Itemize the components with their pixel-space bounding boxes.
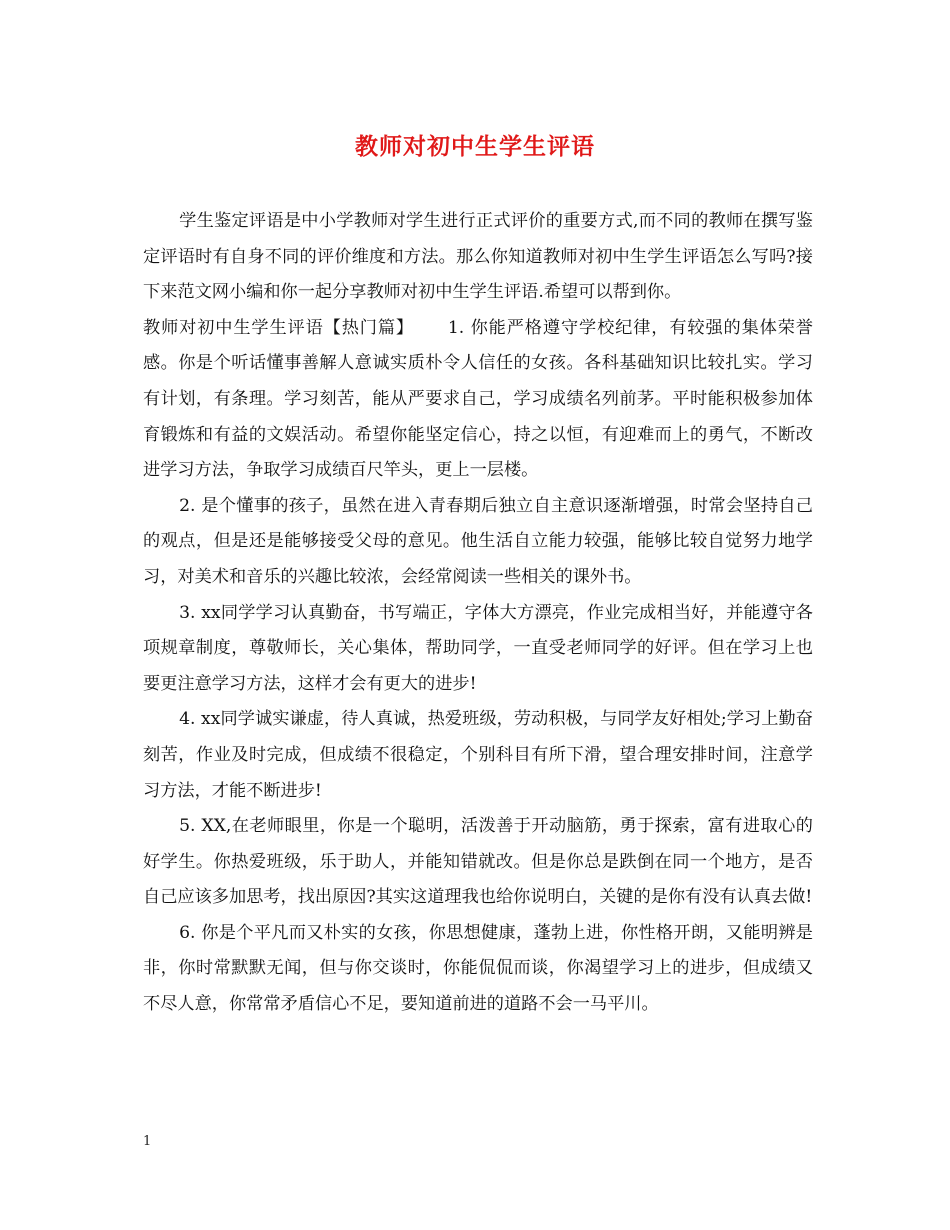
comment-paragraph-3: 3. xx同学学习认真勤奋，书写端正，字体大方漂亮，作业完成相当好，并能遵守各项规章制度，尊敬师长，关心集体，帮助同学，一直受老师同学的好评。但在学习上也要更注意学习方法，这样才会有更大的进步!	[143, 602, 813, 694]
document-title: 教师对初中生学生评语	[355, 133, 595, 160]
page-number: 1	[143, 1134, 152, 1149]
comment-paragraph-2: 2. 是个懂事的孩子，虽然在进入青春期后独立自主意识逐渐增强，时常会坚持自己的观点，但是还是能够接受父母的意见。他生活自立能力较强，能够比较自觉努力地学习，对美术和音乐的兴趣比较浓，会经常阅读一些相关的课外书。	[143, 495, 813, 587]
comment-paragraph-4: 4. xx同学诚实谦虚，待人真诚，热爱班级，劳动积极，与同学友好相处;学习上勤奋刻苦，作业及时完成，但成绩不很稳定，个别科目有所下滑，望合理安排时间，注意学习方法，才能不断进步!	[143, 709, 813, 801]
document-body	[143, 204, 813, 1023]
intro-paragraph: 学生鉴定评语是中小学教师对学生进行正式评价的重要方式,而不同的教师在撰写鉴定评语时有自身不同的评价维度和方法。那么你知道教师对初中生学生评语怎么写吗?接下来范文网小编和你一起分享教师对初中生学生评语.希望可以帮到你。	[143, 211, 813, 303]
comment-paragraph-6: 6. 你是个平凡而又朴实的女孩，你思想健康，蓬勃上进，你性格开朗，又能明辨是非，你时常默默无闻，但与你交谈时，你能侃侃而谈，你渴望学习上的进步，但成绩又不尽人意，你常常矛盾信心不足，要知道前进的道路不会一马平川。	[143, 922, 813, 1015]
comment-paragraph-1: 教师对初中生学生评语【热门篇】 1. 你能严格遵守学校纪律，有较强的集体荣誉感。你是个听话懂事善解人意诚实质朴令人信任的女孩。各科基础知识比较扎实。学习有计划，有条理。学习刻苦，能从严要求自己，学习成绩名列前茅。平时能积极参加体育锻炼和有益的文娱活动。希望你能坚定信心，持之以恒，有迎难而上的勇气，不断改进学习方法，争取学习成绩百尺竿头，更上一层楼。	[143, 317, 813, 481]
comment-paragraph-5: 5. XX,在老师眼里，你是一个聪明，活泼善于开动脑筋，勇于探索，富有进取心的好学生。你热爱班级，乐于助人，并能知错就改。但是你总是跌倒在同一个地方，是否自己应该多加思考，找出原因?其实这道理我也给你说明白，关键的是你有没有认真去做!	[143, 816, 813, 908]
